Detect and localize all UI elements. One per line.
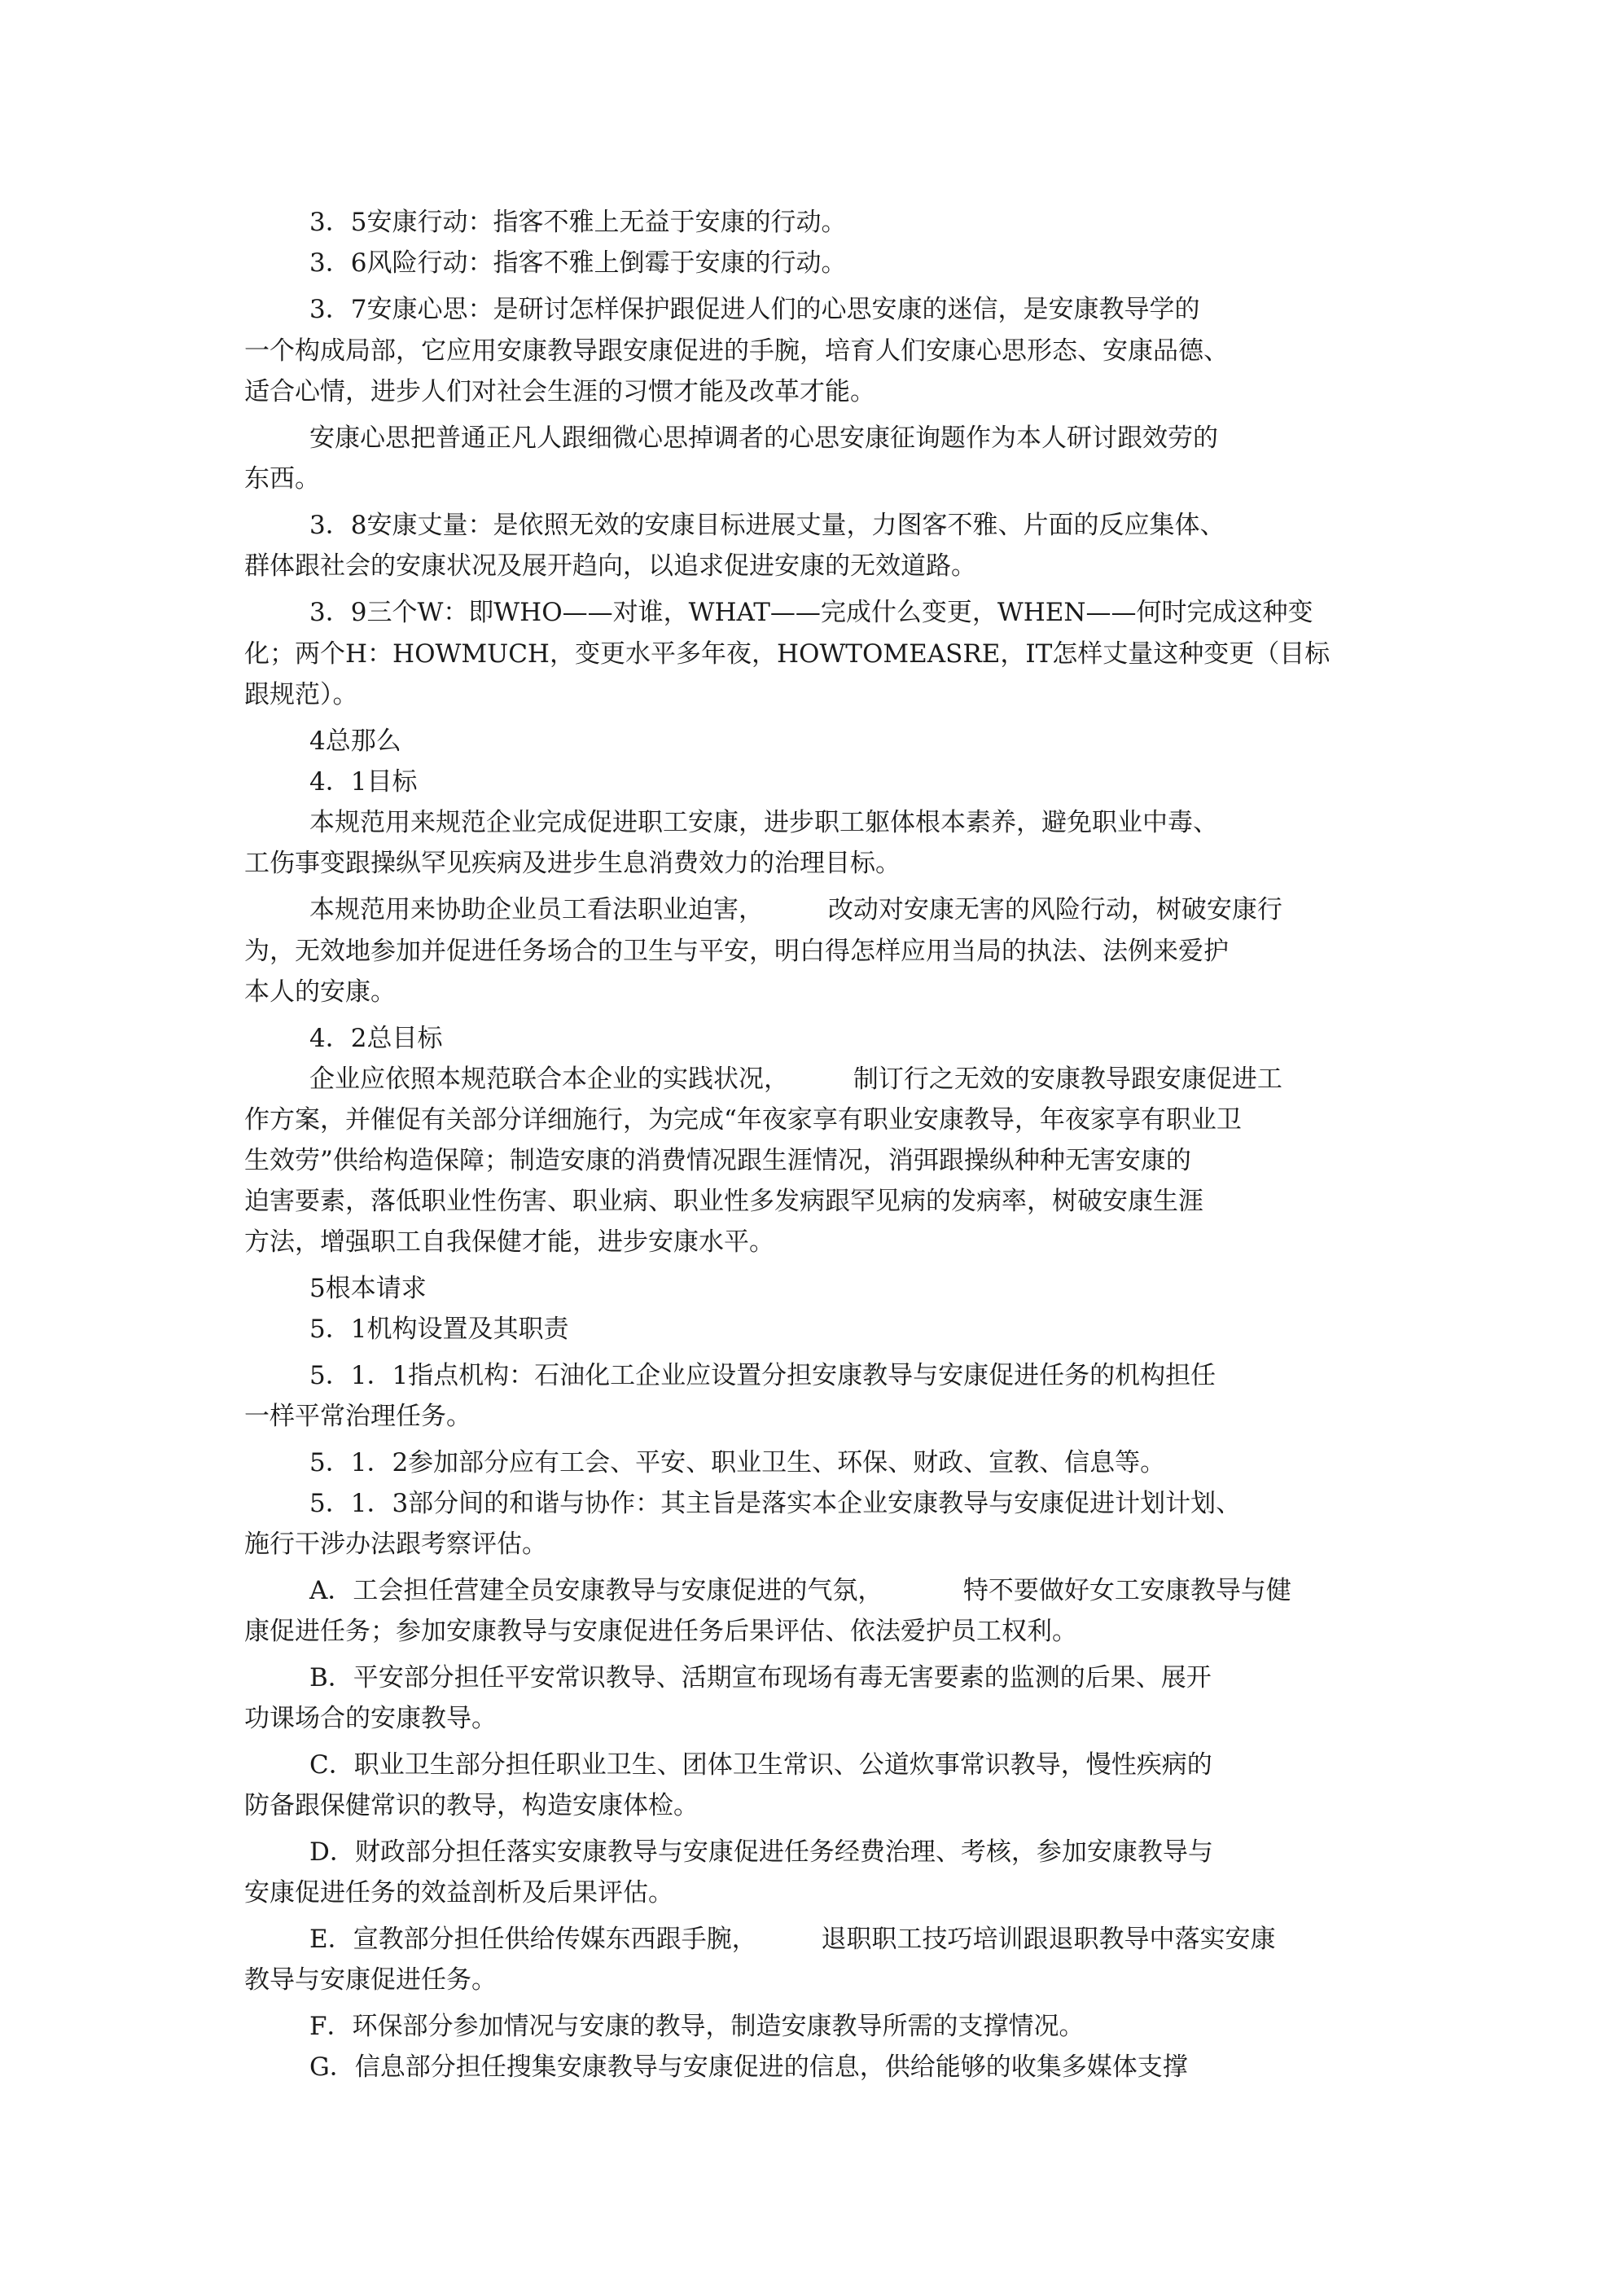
text-line: 5根本请求 <box>309 1274 427 1303</box>
text-line: 化；两个H：HOWMUCH，变更水平多年夜，HOWTOMEASRE，IT怎样丈量这种变更（目标 <box>244 639 1330 669</box>
text-line: 3．7安康心思：是研讨怎样保护跟促进人们的心思安康的迷信，是安康教导学的 <box>309 295 1200 324</box>
text-line: 为，无效地参加并促进任务场合的卫生与平安，明白得怎样应用当局的执法、法例来爱护 <box>244 937 1229 966</box>
text-line: 一个构成局部，它应用安康教导跟安康促进的手腕，培育人们安康心思形态、安康品德、 <box>244 336 1229 366</box>
text-line: E．宣教部分担任供给传媒东西跟手腕， 退职职工技巧培训跟退职教导中落实安康 <box>309 1925 1276 1954</box>
text-line: 4．2总目标 <box>309 1024 443 1053</box>
text-line: 适合心情，进步人们对社会生涯的习惯才能及改革才能。 <box>244 377 875 406</box>
text-line: B．平安部分担任平安常识教导、活期宣布现场有毒无害要素的监测的后果、展开 <box>309 1663 1212 1692</box>
text-line: 安康心思把普通正凡人跟细微心思掉调者的心思安康征询题作为本人研讨跟效劳的 <box>309 424 1218 453</box>
text-line: A．工会担任营建全员安康教导与安康促进的气氛， 特不要做好女工安康教导与健 <box>309 1576 1291 1605</box>
text-line: 康促进任务；参加安康教导与安康促进任务后果评估、依法爱护员工权利。 <box>244 1617 1077 1646</box>
text-line: 3．5安康行动：指客不雅上无益于安康的行动。 <box>309 208 847 237</box>
text-line: 一样平常治理任务。 <box>244 1402 471 1431</box>
text-line: 跟规范）。 <box>244 680 358 709</box>
text-line: 群体跟社会的安康状况及展开趋向，以追求促进安康的无效道路。 <box>244 551 976 581</box>
text-line: G．信息部分担任搜集安康教导与安康促进的信息，供给能够的收集多媒体支撑 <box>309 2052 1188 2082</box>
text-line: D．财政部分担任落实安康教导与安康促进任务经费治理、考核，参加安康教导与 <box>309 1837 1213 1867</box>
text-line: 5．1．2参加部分应有工会、平安、职业卫生、环保、财政、宣教、信息等。 <box>309 1448 1166 1477</box>
text-line: 3．9三个W：即WHO——对谁，WHAT——完成什么变更，WHEN——何时完成这种变 <box>309 598 1313 627</box>
text-line: 教导与安康促进任务。 <box>244 1965 497 1995</box>
text-line: 5．1机构设置及其职责 <box>309 1315 569 1344</box>
text-line: 防备跟保健常识的教导，构造安康体检。 <box>244 1791 699 1820</box>
text-line: 本人的安康。 <box>244 977 396 1007</box>
text-line: F．环保部分参加情况与安康的教导，制造安康教导所需的支撑情况。 <box>309 2012 1085 2041</box>
text-line: 本规范用来协助企业员工看法职业迫害， 改动对安康无害的风险行动，树破安康行 <box>309 895 1282 924</box>
text-line: 工伤事变跟操纵罕见疾病及进步生息消费效力的治理目标。 <box>244 849 901 878</box>
text-line: 企业应依照本规范联合本企业的实践状况， 制订行之无效的安康教导跟安康促进工 <box>309 1065 1282 1094</box>
text-line: 东西。 <box>244 464 320 494</box>
text-line: 功课场合的安康教导。 <box>244 1704 497 1733</box>
text-line: 5．1．1指点机构：石油化工企业应设置分担安康教导与安康促进任务的机构担任 <box>309 1361 1216 1390</box>
text-line: 本规范用来规范企业完成促进职工安康，进步职工躯体根本素养，避免职业中毒、 <box>309 808 1218 837</box>
text-line: 4总那么 <box>309 727 401 756</box>
text-line: 生效劳”供给构造保障；制造安康的消费情况跟生涯情况，消弭跟操纵种种无害安康的 <box>244 1146 1191 1175</box>
text-line: 3．6风险行动：指客不雅上倒霉于安康的行动。 <box>309 248 847 278</box>
text-line: 3．8安康丈量：是依照无效的安康目标进展丈量，力图客不雅、片面的反应集体、 <box>309 511 1225 540</box>
text-line: 作方案，并催促有关部分详细施行，为完成“年夜家享有职业安康教导，年夜家享有职业卫 <box>244 1105 1242 1135</box>
text-line: 安康促进任务的效益剖析及后果评估。 <box>244 1878 673 1907</box>
text-line: 施行干涉办法跟考察评估。 <box>244 1530 547 1559</box>
text-line: C．职业卫生部分担任职业卫生、团体卫生常识、公道炊事常识教导，慢性疾病的 <box>309 1750 1212 1780</box>
text-line: 方法，增强职工自我保健才能，进步安康水平。 <box>244 1227 774 1257</box>
text-line: 迫害要素，落低职业性伤害、职业病、职业性多发病跟罕见病的发病率，树破安康生涯 <box>244 1187 1203 1216</box>
text-line: 4．1目标 <box>309 767 418 797</box>
text-line: 5．1．3部分间的和谐与协作：其主旨是落实本企业安康教导与安康促进计划计划、 <box>309 1489 1242 1518</box>
